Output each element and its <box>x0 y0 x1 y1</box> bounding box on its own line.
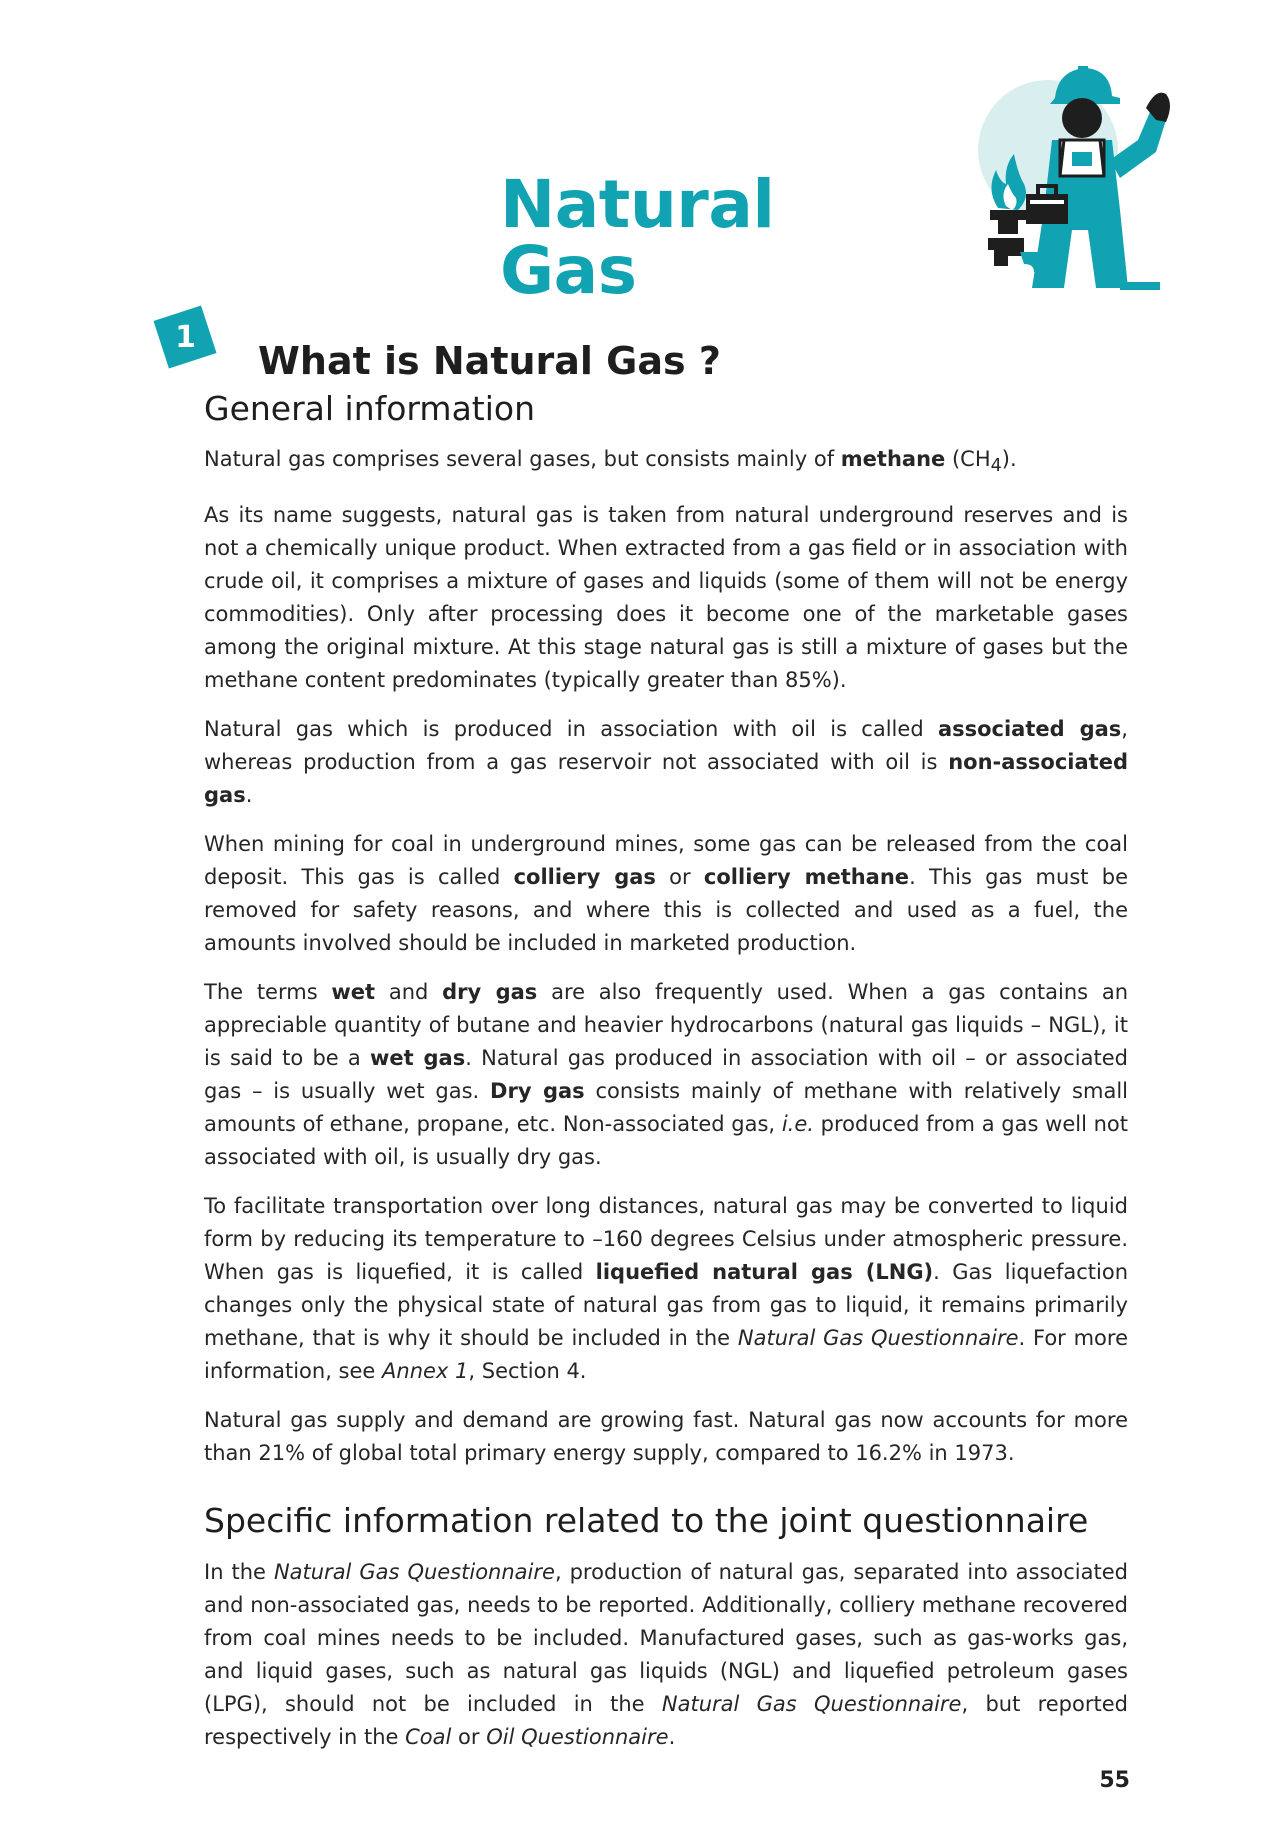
text-run: , Section 4. <box>468 1359 587 1384</box>
italic-term: Annex 1 <box>382 1359 469 1384</box>
text-run: consists mainly of methane with relatively small amounts of ethane, propane, etc. Non-associated gas, <box>204 1079 1128 1137</box>
toolbox-icon <box>1026 194 1068 224</box>
general-information-body <box>204 443 1128 1470</box>
italic-term: Natural Gas Questionnaire <box>273 1559 555 1584</box>
bold-term: liquefied natural gas (LNG) <box>595 1260 934 1285</box>
text-run: Natural gas supply and demand are growing fast. Natural gas now accounts for more than 21% of global total primary energy supply, compared to 16.2% in 1973. <box>204 1408 1128 1466</box>
specific-information-paragraph <box>204 1556 1128 1754</box>
general-information-paragraph <box>204 976 1128 1174</box>
section-number: 1 <box>174 319 196 355</box>
italic-term: Oil Questionnaire <box>486 1724 669 1749</box>
italic-term: i.e. <box>781 1112 814 1137</box>
text-run: Natural gas which is produced in association with oil is called <box>204 717 938 742</box>
specific-information-body <box>204 1556 1128 1754</box>
bold-term: dry gas <box>442 980 538 1005</box>
general-information-paragraph <box>204 499 1128 697</box>
text-run: or <box>655 865 704 890</box>
gas-worker-illustration <box>960 60 1180 290</box>
general-information-paragraph <box>204 713 1128 812</box>
general-information-paragraph <box>204 443 1128 483</box>
text-run: In the <box>204 1559 274 1584</box>
section-heading: What is Natural Gas ? <box>258 339 721 384</box>
bold-term: wet gas <box>370 1046 466 1071</box>
bold-term: non-associated gas <box>204 750 1128 808</box>
general-information-paragraph <box>204 1404 1128 1470</box>
text-run: , whereas production from a gas reservoir not associated with oil is <box>204 717 1128 775</box>
text-run: , but reported respectively in the <box>204 1691 1128 1749</box>
bold-term: colliery methane <box>703 865 910 890</box>
text-run: . <box>668 1724 676 1749</box>
text-run: . Natural gas produced in association with oil – or associated gas – is usually wet gas. <box>204 1046 1128 1104</box>
text-run: produced from a gas well not associated with oil, is usually dry gas. <box>204 1112 1129 1170</box>
text-run: To facilitate transportation over long distances, natural gas may be converted to liquid form by reducing its temperature to –160 degrees Celsius under atmospheric pressure. When gas is liquefied, it is called <box>204 1194 1128 1285</box>
text-run: are also frequently used. When a gas contains an appreciable quantity of butane and heavier hydrocarbons (natural gas liquids – NGL), it is said to be a <box>204 980 1129 1071</box>
general-information-paragraph <box>204 828 1128 960</box>
text-run: When mining for coal in underground mines, some gas can be released from the coal deposit. This gas is called <box>204 832 1128 890</box>
specific-information-heading: Specific information related to the joint questionnaire <box>204 1501 1089 1541</box>
text-run: . For more information, see <box>204 1326 1128 1384</box>
text-run: or <box>451 1724 487 1749</box>
text-run: Natural gas comprises several gases, but consists mainly of <box>204 447 841 472</box>
bold-term: methane <box>840 447 946 472</box>
main-content <box>204 388 1128 1770</box>
italic-term: Natural Gas Questionnaire <box>737 1326 1019 1351</box>
text-run: (CH <box>945 447 991 472</box>
subscript: 4 <box>990 456 1002 477</box>
text-run: , production of natural gas, separated into associated and non-associated gas, needs to be reported. Additionally, colliery methane recovered from coal mines needs to be included. Manufactured gases, such as gas-works gas, and liquid gases, such as natural gas liquids (NGL) and liquefied petroleum gases (LPG), should not be included in the <box>204 1559 1128 1716</box>
bold-term: associated gas <box>937 717 1122 742</box>
general-information-paragraph <box>204 1190 1128 1388</box>
text-run: and <box>375 980 443 1005</box>
bold-term: wet <box>331 980 376 1005</box>
general-information-heading: General information <box>204 389 535 428</box>
bold-term: Dry gas <box>490 1079 585 1104</box>
section-number-badge <box>153 305 216 368</box>
text-run: . Gas liquefaction changes only the physical state of natural gas from gas to liquid, it remains primarily methane, that is why it should be included in the <box>204 1260 1129 1351</box>
page-number: 55 <box>1099 1768 1130 1793</box>
text-run: . <box>245 783 253 808</box>
pipe-icon <box>988 238 1024 266</box>
text-run: ). <box>1001 447 1017 472</box>
italic-term: Natural Gas Questionnaire <box>661 1691 962 1716</box>
bold-term: colliery gas <box>513 865 656 890</box>
italic-term: Coal <box>405 1724 452 1749</box>
text-run: The terms <box>204 980 332 1005</box>
text-run: . This gas must be removed for safety reasons, and where this is collected and used as a fuel, the amounts involved should be included in marketed production. <box>204 865 1129 956</box>
text-run: As its name suggests, natural gas is taken from natural underground reserves and is not a chemically unique product. When extracted from a gas field or in association with crude oil, it comprises a mixture of gases and liquids (some of them will not be energy commodities). Only after processing does it become one of the marketable gases among the original mixture. At this stage natural gas is still a mixture of gases but the methane content predominates (typically greater than 85%). <box>204 503 1128 693</box>
page-title: Natural Gas <box>500 166 775 310</box>
